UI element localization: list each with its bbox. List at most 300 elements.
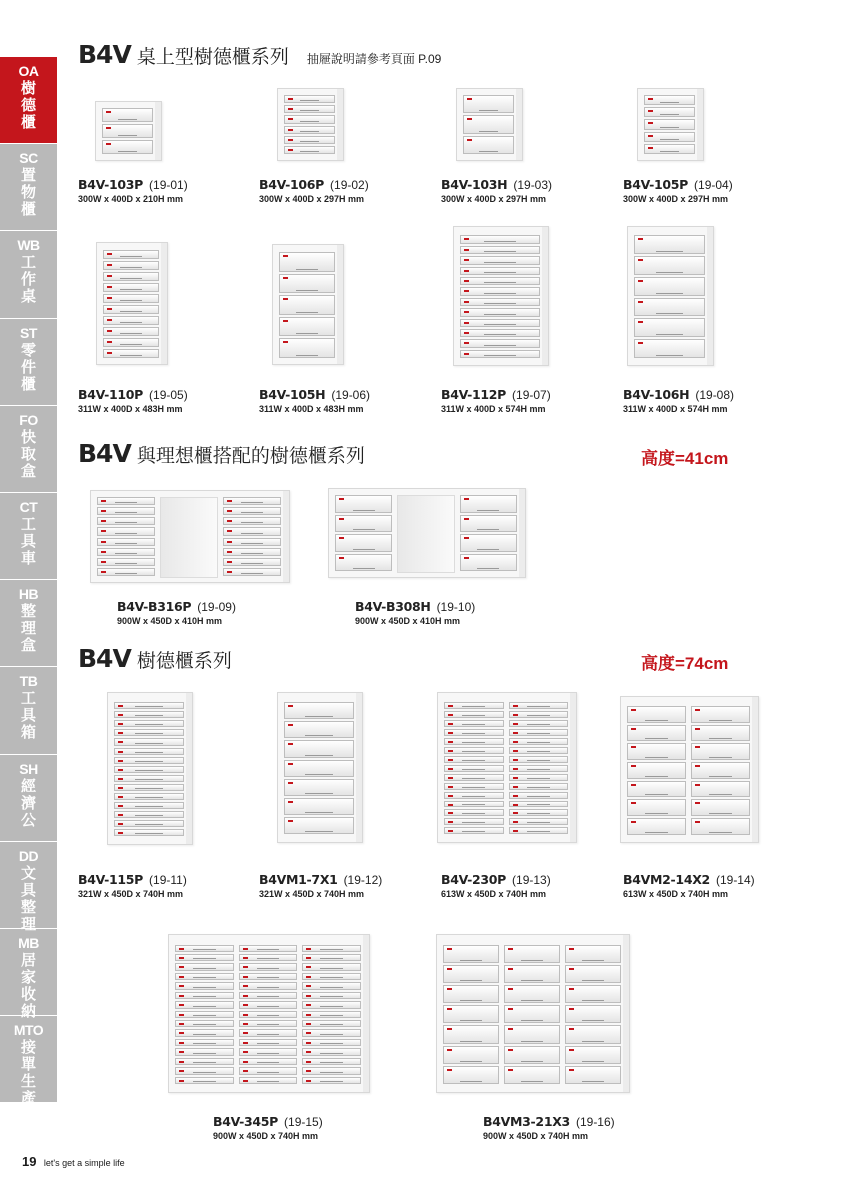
- cabinet-image-b4v-115p: [107, 692, 193, 845]
- drawer: [114, 820, 184, 827]
- drawer: [284, 798, 354, 815]
- drawer: [103, 250, 159, 259]
- drawer: [175, 1058, 234, 1065]
- category-code: SC: [19, 150, 38, 167]
- dimensions: 900W x 450D x 410H mm: [117, 616, 223, 626]
- drawer: [444, 720, 504, 727]
- drawer: [239, 945, 298, 952]
- catalog-code: (19-10): [436, 600, 476, 614]
- cabinet-image-b4v-112p: [453, 226, 549, 366]
- drawer: [509, 711, 569, 718]
- dimensions: 613W x 450D x 740H mm: [623, 889, 729, 899]
- drawer: [239, 992, 298, 999]
- model-number: B4V-106H: [623, 387, 690, 402]
- drawer: [302, 1077, 361, 1084]
- catalog-code: (19-08): [695, 388, 735, 402]
- product-caption: [78, 871, 187, 899]
- drawer: [114, 766, 184, 773]
- drawer: [97, 568, 155, 576]
- cabinet-image-b4vm3-21x3: [436, 934, 630, 1093]
- drawer-column: [335, 495, 392, 573]
- drawer-column: [102, 108, 153, 156]
- drawer-column: [175, 945, 234, 1087]
- drawer: [443, 1066, 499, 1084]
- drawer: [239, 1020, 298, 1027]
- drawer-column: [565, 945, 621, 1087]
- dimensions: 321W x 450D x 740H mm: [259, 889, 365, 899]
- drawer: [114, 711, 184, 718]
- drawer: [444, 818, 504, 825]
- height-label-41: 高度=41cm: [641, 449, 729, 468]
- drawer: [691, 743, 750, 760]
- model-number: B4V-345P: [213, 1114, 279, 1129]
- drawer: [504, 985, 560, 1003]
- drawer: [627, 781, 686, 798]
- catalog-code: (19-05): [149, 388, 188, 402]
- drawer: [114, 802, 184, 809]
- product-caption: [259, 386, 370, 414]
- drawer: [627, 706, 686, 723]
- series-name: B4V: [78, 644, 131, 673]
- catalog-code: (19-15): [284, 1115, 323, 1129]
- drawer: [460, 554, 517, 572]
- drawer: [627, 762, 686, 779]
- drawer: [509, 702, 569, 709]
- category-code: SH: [19, 760, 38, 777]
- cabinet-image-b4v-105p: [637, 88, 704, 161]
- drawer: [97, 507, 155, 515]
- drawer: [504, 945, 560, 963]
- catalog-code: (19-12): [343, 873, 383, 887]
- drawer: [444, 792, 504, 799]
- drawer: [302, 1001, 361, 1008]
- drawer-column: [634, 235, 705, 360]
- category-tab-tb[interactable]: [0, 667, 57, 754]
- category-name: 經濟公: [20, 777, 36, 829]
- drawer: [463, 95, 514, 113]
- drawer: [302, 992, 361, 999]
- drawer-column: [223, 497, 281, 578]
- drawer: [460, 277, 540, 285]
- drawer-column: [284, 702, 354, 836]
- drawer: [302, 1011, 361, 1018]
- drawer: [565, 1025, 621, 1043]
- cabinet-image-b4v-230p: [437, 692, 577, 843]
- category-name: 整理盒: [20, 603, 36, 655]
- series-name: B4V: [78, 439, 131, 468]
- drawer: [239, 982, 298, 989]
- drawer: [114, 775, 184, 782]
- drawer: [335, 495, 392, 513]
- dimensions: 900W x 450D x 740H mm: [483, 1131, 589, 1141]
- drawer: [691, 706, 750, 723]
- drawer: [444, 702, 504, 709]
- drawer: [460, 515, 517, 533]
- drawer: [302, 1039, 361, 1046]
- drawer: [175, 963, 234, 970]
- drawer: [114, 811, 184, 818]
- dimensions: 311W x 400D x 483H mm: [78, 404, 183, 414]
- drawer: [175, 1020, 234, 1027]
- drawer: [284, 126, 335, 134]
- model-number: B4VM1-7X1: [259, 872, 338, 887]
- drawer: [114, 729, 184, 736]
- drawer: [103, 349, 159, 358]
- cabinet-image-b4v-110p: [96, 242, 168, 365]
- drawer: [460, 339, 540, 347]
- drawer-column: [460, 235, 540, 360]
- drawer: [634, 298, 705, 317]
- dimensions: 311W x 400D x 574H mm: [441, 404, 546, 414]
- drawer: [114, 829, 184, 836]
- category-tab-ct[interactable]: [0, 493, 57, 580]
- drawer: [223, 548, 281, 556]
- product-caption: [623, 176, 733, 204]
- drawer: [239, 1058, 298, 1065]
- cabinet-image-b4v-106h: [627, 226, 714, 366]
- drawer: [284, 136, 335, 144]
- category-code: CT: [19, 498, 38, 515]
- drawer: [239, 1011, 298, 1018]
- drawer-column: [504, 945, 560, 1087]
- dimensions: 300W x 400D x 210H mm: [78, 194, 184, 204]
- drawer: [223, 538, 281, 546]
- drawer: [284, 146, 335, 154]
- drawer: [565, 1066, 621, 1084]
- category-code: HB: [18, 586, 39, 603]
- drawer: [627, 799, 686, 816]
- drawer: [302, 1067, 361, 1074]
- drawer: [335, 515, 392, 533]
- drawer: [103, 305, 159, 314]
- catalog-code: (19-06): [331, 388, 371, 402]
- drawer: [302, 945, 361, 952]
- category-name: 快取盒: [20, 428, 36, 480]
- drawer: [509, 818, 569, 825]
- dimensions: 321W x 450D x 740H mm: [78, 889, 184, 899]
- model-number: B4V-112P: [441, 387, 507, 402]
- drawer: [460, 308, 540, 316]
- drawer: [509, 720, 569, 727]
- category-tab-mb[interactable]: [0, 929, 57, 1020]
- drawer: [302, 963, 361, 970]
- model-number: B4V-105H: [259, 387, 326, 402]
- drawer: [97, 548, 155, 556]
- drawer: [175, 1077, 234, 1084]
- drawer: [443, 1046, 499, 1064]
- catalog-code: (19-07): [512, 388, 551, 402]
- drawer: [443, 945, 499, 963]
- drawer: [302, 1020, 361, 1027]
- drawer-column: [463, 95, 514, 156]
- drawer: [284, 95, 335, 103]
- dimensions: 300W x 400D x 297H mm: [441, 194, 547, 204]
- drawer: [114, 784, 184, 791]
- drawer: [634, 256, 705, 275]
- cabinet-image-b4v-b316p: [90, 490, 290, 583]
- drawer-column: [97, 497, 155, 578]
- drawer: [634, 235, 705, 254]
- category-tab-mto[interactable]: [0, 1016, 57, 1108]
- category-name: 樹德櫃: [20, 80, 36, 131]
- product-caption: [259, 871, 382, 899]
- drawer: [509, 792, 569, 799]
- drawer: [509, 765, 569, 772]
- category-code: FO: [19, 411, 38, 428]
- product-caption: [213, 1113, 323, 1141]
- drawer: [97, 527, 155, 535]
- model-number: B4VM2-14X2: [623, 872, 710, 887]
- section-note: 抽屜說明請參考頁面 P.09: [306, 52, 442, 66]
- category-name: 文具整理: [20, 864, 36, 933]
- drawer-column: [627, 706, 686, 837]
- drawer: [114, 702, 184, 709]
- catalog-code: (19-02): [330, 178, 369, 192]
- drawer: [444, 729, 504, 736]
- drawer: [223, 558, 281, 566]
- drawer: [627, 818, 686, 835]
- category-tab-st[interactable]: [0, 319, 57, 406]
- drawer: [460, 287, 540, 295]
- drawer: [175, 982, 234, 989]
- drawer: [460, 256, 540, 264]
- drawer: [103, 261, 159, 270]
- product-caption: [623, 386, 734, 414]
- category-name: 置物櫃: [20, 167, 36, 219]
- drawer: [175, 1067, 234, 1074]
- category-name: 工作桌: [20, 254, 36, 306]
- drawer: [627, 725, 686, 742]
- drawer: [302, 982, 361, 989]
- drawer: [460, 246, 540, 254]
- category-tab-sh[interactable]: [0, 755, 57, 842]
- drawer: [302, 1029, 361, 1036]
- drawer: [114, 738, 184, 745]
- drawer: [509, 827, 569, 834]
- drawer: [509, 801, 569, 808]
- drawer: [279, 274, 335, 294]
- drawer: [175, 1029, 234, 1036]
- drawer: [460, 329, 540, 337]
- drawer: [114, 757, 184, 764]
- drawer: [239, 1039, 298, 1046]
- drawer: [279, 252, 335, 272]
- drawer: [509, 809, 569, 816]
- drawer: [284, 115, 335, 123]
- product-caption: [483, 1113, 615, 1141]
- category-code: DD: [18, 847, 39, 864]
- drawer-column: [644, 95, 695, 156]
- product-caption: [441, 386, 551, 414]
- drawer: [175, 992, 234, 999]
- dimensions: 300W x 400D x 297H mm: [259, 194, 365, 204]
- drawer: [691, 799, 750, 816]
- drawer: [175, 945, 234, 952]
- catalog-code: (19-14): [715, 873, 755, 887]
- model-number: B4V-110P: [78, 387, 144, 402]
- drawer-column: [509, 702, 569, 836]
- drawer: [335, 534, 392, 552]
- height-label-74: 高度=74cm: [641, 654, 729, 673]
- drawer: [509, 729, 569, 736]
- category-tab-dd[interactable]: [0, 842, 57, 933]
- category-tab-hb[interactable]: [0, 580, 57, 667]
- category-name: 居家收納: [20, 951, 36, 1020]
- drawer: [103, 338, 159, 347]
- drawer: [444, 809, 504, 816]
- drawer: [239, 1001, 298, 1008]
- drawer: [239, 1077, 298, 1084]
- dimensions: 900W x 450D x 410H mm: [355, 616, 461, 626]
- drawer-column: [279, 252, 335, 360]
- catalog-code: (19-13): [512, 873, 551, 887]
- drawer: [97, 497, 155, 505]
- drawer: [239, 1048, 298, 1055]
- page-footer: [22, 1153, 125, 1171]
- section-title-floor: [78, 644, 232, 673]
- model-number: B4V-B316P: [117, 599, 192, 614]
- category-tab-fo[interactable]: [0, 406, 57, 493]
- drawer: [175, 1039, 234, 1046]
- drawer: [279, 295, 335, 315]
- open-shelf-bay: [397, 495, 454, 573]
- drawer: [223, 527, 281, 535]
- section-heading: 樹德櫃系列: [136, 651, 232, 672]
- drawer: [509, 756, 569, 763]
- drawer-column: [443, 945, 499, 1087]
- drawer: [239, 1067, 298, 1074]
- drawer: [444, 774, 504, 781]
- drawer: [460, 350, 540, 358]
- drawer: [509, 783, 569, 790]
- drawer-column: [103, 250, 159, 359]
- category-code: MB: [18, 934, 39, 951]
- drawer: [175, 954, 234, 961]
- drawer-column: [691, 706, 750, 837]
- category-tab-sc[interactable]: [0, 144, 57, 231]
- category-name: 工具箱: [20, 690, 36, 742]
- drawer: [223, 568, 281, 576]
- drawer: [504, 1066, 560, 1084]
- drawer: [444, 747, 504, 754]
- section-heading: 桌上型樹德櫃系列: [136, 47, 289, 68]
- model-number: B4V-230P: [441, 872, 507, 887]
- category-tab-wb[interactable]: [0, 231, 57, 318]
- category-code: WB: [17, 237, 40, 254]
- drawer: [443, 1025, 499, 1043]
- drawer: [460, 235, 540, 243]
- drawer: [223, 507, 281, 515]
- product-caption: [355, 598, 475, 626]
- drawer: [565, 945, 621, 963]
- drawer: [509, 774, 569, 781]
- drawer: [102, 124, 153, 138]
- drawer: [175, 973, 234, 980]
- section-title-combo: [78, 439, 365, 468]
- dimensions: 300W x 400D x 297H mm: [623, 194, 729, 204]
- drawer: [444, 738, 504, 745]
- drawer: [239, 1029, 298, 1036]
- drawer: [97, 517, 155, 525]
- dimensions: 311W x 400D x 574H mm: [623, 404, 728, 414]
- drawer: [279, 317, 335, 337]
- page-number: 19: [22, 1154, 37, 1169]
- catalog-code: (19-03): [513, 178, 553, 192]
- model-number: B4V-103H: [441, 177, 508, 192]
- drawer: [504, 965, 560, 983]
- model-number: B4V-105P: [623, 177, 689, 192]
- drawer-column: [444, 702, 504, 836]
- category-sidebar: [0, 57, 57, 1108]
- drawer: [504, 1005, 560, 1023]
- product-caption: [78, 176, 188, 204]
- product-caption: [441, 871, 551, 899]
- drawer: [444, 827, 504, 834]
- drawer: [460, 495, 517, 513]
- drawer: [634, 318, 705, 337]
- drawer-column: [114, 702, 184, 838]
- drawer: [223, 517, 281, 525]
- drawer: [460, 319, 540, 327]
- cabinet-image-b4vm1-7x1: [277, 692, 363, 843]
- drawer-column: [460, 495, 517, 573]
- drawer: [644, 95, 695, 105]
- drawer: [644, 144, 695, 154]
- drawer: [691, 725, 750, 742]
- drawer: [175, 1048, 234, 1055]
- model-number: B4V-103P: [78, 177, 144, 192]
- drawer: [634, 339, 705, 358]
- drawer: [97, 558, 155, 566]
- drawer: [103, 272, 159, 281]
- product-caption: [78, 386, 188, 414]
- drawer-column: [302, 945, 361, 1087]
- cabinet-image-b4v-103h: [456, 88, 523, 161]
- drawer: [103, 294, 159, 303]
- drawer: [114, 793, 184, 800]
- section-title-desktop: [78, 40, 441, 69]
- drawer: [335, 554, 392, 572]
- category-code: MTO: [13, 1022, 44, 1039]
- model-number: B4V-115P: [78, 872, 144, 887]
- drawer: [444, 711, 504, 718]
- drawer: [509, 747, 569, 754]
- drawer: [114, 720, 184, 727]
- category-tab-oa[interactable]: [0, 57, 57, 144]
- cabinet-image-b4vm2-14x2: [620, 696, 759, 843]
- series-name: B4V: [78, 40, 131, 69]
- drawer: [284, 760, 354, 777]
- product-caption: [117, 598, 236, 626]
- drawer: [460, 267, 540, 275]
- drawer: [103, 327, 159, 336]
- drawer: [239, 954, 298, 961]
- drawer: [460, 298, 540, 306]
- drawer: [175, 1001, 234, 1008]
- category-name: 零件櫃: [20, 341, 36, 393]
- drawer: [302, 1058, 361, 1065]
- product-caption: [441, 176, 552, 204]
- drawer: [460, 534, 517, 552]
- product-caption: [259, 176, 369, 204]
- drawer: [175, 1011, 234, 1018]
- dimensions: 311W x 400D x 483H mm: [259, 404, 364, 414]
- drawer: [565, 1005, 621, 1023]
- drawer: [444, 756, 504, 763]
- drawer: [509, 738, 569, 745]
- model-number: B4VM3-21X3: [483, 1114, 570, 1129]
- catalog-code: (19-01): [149, 178, 188, 192]
